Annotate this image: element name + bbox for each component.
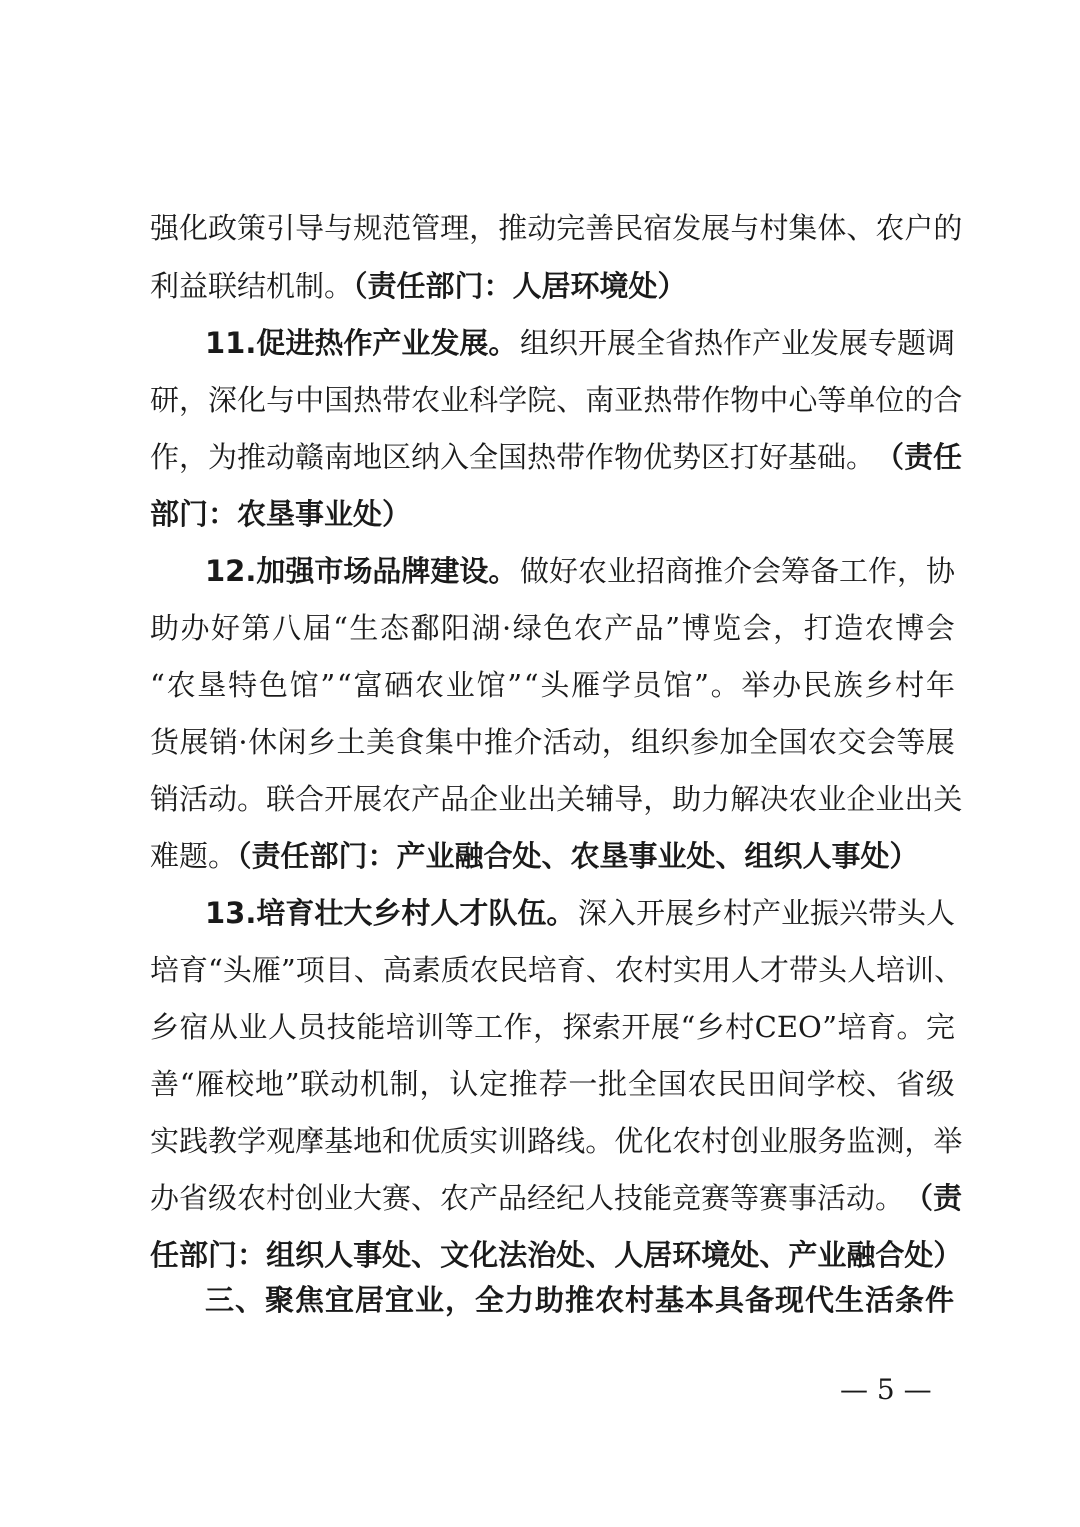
p12-line-5: 销 活 动 。 联 合 开 展 农 产 品 企 业 出 关 辅 导 ， 助 力 解 决 农 业 企 业 出 关 bbox=[150, 782, 963, 816]
p13-heading: 13.培育壮大乡村人才队伍。 bbox=[205, 896, 576, 930]
p13-line-4: 善 “ 雁 校 地 ” 联 动 机 制 ， 认 定 推 荐 一 批 全 国 农 民 田 间 学 校 、 省 级 bbox=[150, 1067, 955, 1101]
p11-line-3-text: 作，为推动赣南地区纳入全国热带作物优势区打好基础。 bbox=[150, 440, 876, 474]
p13-line-1-rest: 深入开展乡村产业振兴带头人 bbox=[577, 896, 955, 930]
p12-line-1 bbox=[205, 551, 955, 591]
p11-line-1-rest: 组织开展全省热作产业发展专题调 bbox=[519, 326, 955, 360]
p13-line-5: 实 践 教 学 观 摩 基 地 和 优 质 实 训 路 线 。 优 化 农 村 创 业 服 务 监 测 ， 举 bbox=[150, 1124, 963, 1158]
p10-line-2-text: 利益联结机制。 bbox=[150, 269, 354, 303]
p12-line-1-rest: 做好农业招商推介会筹备工作，协 bbox=[519, 554, 955, 588]
p12-line-6 bbox=[150, 836, 919, 876]
p11-line-2: 研 ， 深 化 与 中 国 热 带 农 业 科 学 院 、 南 亚 热 带 作 物 中 心 等 单 位 的 合 bbox=[150, 383, 963, 417]
p11-line-3 bbox=[150, 437, 963, 477]
p12-line-6-text: 难题。 bbox=[150, 839, 238, 873]
p13-line-1 bbox=[205, 893, 955, 933]
p11-heading: 11.促进热作产业发展。 bbox=[205, 326, 518, 360]
p13-line-6 bbox=[150, 1178, 963, 1218]
p12-line-3: “ 农 垦 特 色 馆 ” “ 富 硒 农 业 馆 ” “ 头 雁 学 员 馆 ” 。 举 办 民 族 乡 村 年 bbox=[150, 668, 955, 702]
p12-line-4: 货 展 销 · 休 闲 乡 土 美 食 集 中 推 介 活 动 ， 组 织 参 加 全 国 农 交 会 等 展 bbox=[150, 725, 955, 759]
p13-line-2: 培 育 “ 头 雁 ” 项 目 、 高 素 质 农 民 培 育 、 农 村 实 用 人 才 带 头 人 培 训 、 bbox=[150, 953, 964, 987]
p13-responsibility-a: （责 bbox=[904, 1181, 963, 1215]
p12-line-2: 助 办 好 第 八 届 “ 生 态 鄱 阳 湖 · 绿 色 农 产 品 ” 博 览 会 ， 打 造 农 博 会 bbox=[150, 611, 955, 645]
p11-responsibility-b: 部门：农垦事业处） bbox=[150, 497, 412, 531]
p13-responsibility-b: 任 部 门 ： 组 织 人 事 处 、 文 化 法 治 处 、 人 居 环 境 处 、 产 业 融 合 处 ） bbox=[150, 1238, 963, 1272]
page-number: — 5 — bbox=[840, 1373, 932, 1406]
p10-responsibility: （责任部门：人居环境处） bbox=[353, 269, 687, 303]
p12-heading: 12.加强市场品牌建设。 bbox=[205, 554, 518, 588]
section-heading: 三、聚焦宜居宜业，全力助推农村基本具备现代生活条件 bbox=[205, 1283, 956, 1317]
p11-responsibility-a: （责任 bbox=[875, 440, 963, 474]
p10-line-2 bbox=[150, 266, 687, 306]
p13-line-6-text: 办省级农村创业大赛、农产品经纪人技能竞赛等赛事活动。 bbox=[150, 1181, 905, 1215]
p10-line-1: 强 化 政 策 引 导 与 规 范 管 理 ， 推 动 完 善 民 宿 发 展 与 村 集 体 、 农 户 的 bbox=[150, 211, 963, 245]
p11-line-1 bbox=[205, 323, 955, 363]
p13-line-3: 乡 宿 从 业 人 员 技 能 培 训 等 工 作 ， 探 索 开 展 “ 乡 村 CEO ” 培 育 。 完 bbox=[150, 1010, 955, 1044]
p12-responsibility: （责任部门：产业融合处、农垦事业处、组织人事处） bbox=[237, 839, 919, 873]
